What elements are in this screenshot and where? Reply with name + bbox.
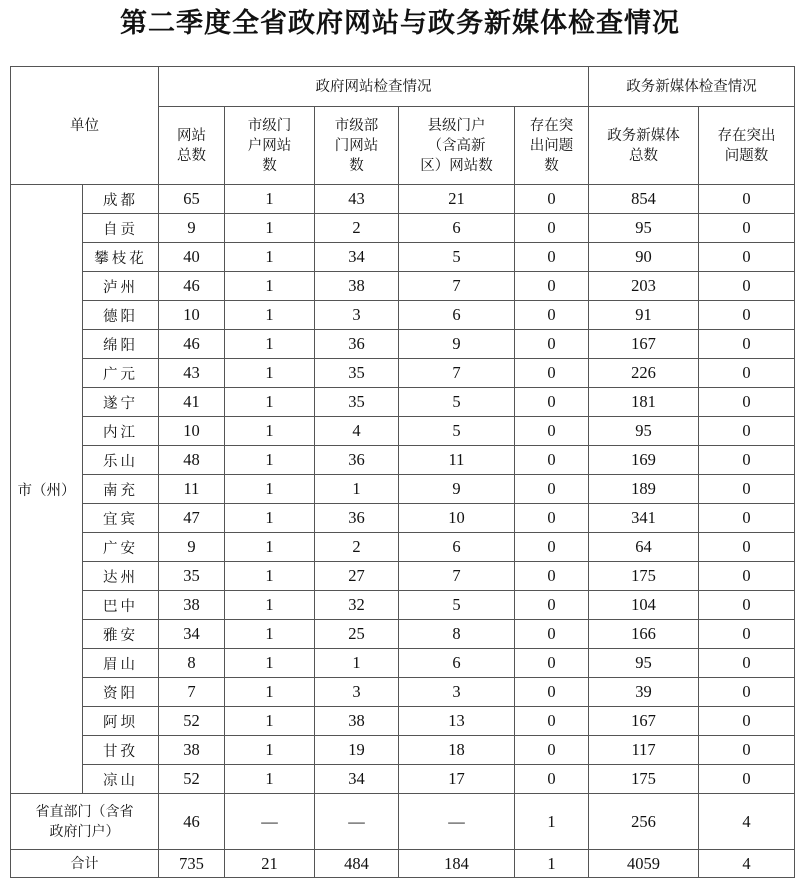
cell-media: 95 bbox=[589, 649, 699, 678]
cell-media-issues: 0 bbox=[699, 214, 795, 243]
city-name: 成都 bbox=[83, 185, 159, 214]
cell-county: 6 bbox=[399, 649, 515, 678]
unit-header: 单位 bbox=[11, 67, 159, 185]
cell-total: 52 bbox=[159, 707, 225, 736]
cell-media: 175 bbox=[589, 562, 699, 591]
cell-web-issues: 0 bbox=[515, 185, 589, 214]
cell-total: 65 bbox=[159, 185, 225, 214]
cell-county: 5 bbox=[399, 591, 515, 620]
city-name: 攀枝花 bbox=[83, 243, 159, 272]
cell-media-issues: 0 bbox=[699, 707, 795, 736]
cell-city-portal: 1 bbox=[225, 185, 315, 214]
table-row bbox=[11, 359, 795, 388]
table-row bbox=[11, 678, 795, 707]
cell-county: 6 bbox=[399, 533, 515, 562]
city-name: 资阳 bbox=[83, 678, 159, 707]
cell-city-dept: 35 bbox=[315, 388, 399, 417]
cell-web-issues: 0 bbox=[515, 330, 589, 359]
col-header-media-issues: 存在突出 问题数 bbox=[699, 107, 795, 185]
cell-media: 189 bbox=[589, 475, 699, 504]
cell-media-issues: 0 bbox=[699, 562, 795, 591]
cell-county: 21 bbox=[399, 185, 515, 214]
web-group-header: 政府网站检查情况 bbox=[159, 67, 589, 107]
cell-city-dept: 43 bbox=[315, 185, 399, 214]
cell-total: 52 bbox=[159, 765, 225, 794]
cell-media-issues: 0 bbox=[699, 765, 795, 794]
cell-city-dept: 34 bbox=[315, 243, 399, 272]
cell-media: 166 bbox=[589, 620, 699, 649]
cell-total: 38 bbox=[159, 736, 225, 765]
cell-media-issues: 4 bbox=[699, 850, 795, 878]
cell-city-portal: 1 bbox=[225, 533, 315, 562]
cell-media: 167 bbox=[589, 330, 699, 359]
cell-media: 4059 bbox=[589, 850, 699, 878]
cell-media-issues: 4 bbox=[699, 794, 795, 850]
cell-city-dept: 35 bbox=[315, 359, 399, 388]
cell-city-portal: — bbox=[225, 794, 315, 850]
col-header-total: 网站 总数 bbox=[159, 107, 225, 185]
table-row bbox=[11, 475, 795, 504]
cell-city-dept: — bbox=[315, 794, 399, 850]
cell-web-issues: 0 bbox=[515, 562, 589, 591]
cell-media-issues: 0 bbox=[699, 620, 795, 649]
cell-county: 5 bbox=[399, 417, 515, 446]
cell-city-dept: 1 bbox=[315, 475, 399, 504]
cell-media: 90 bbox=[589, 243, 699, 272]
cell-media: 226 bbox=[589, 359, 699, 388]
table-row bbox=[11, 707, 795, 736]
cell-media: 104 bbox=[589, 591, 699, 620]
cell-total: 38 bbox=[159, 591, 225, 620]
cell-city-dept: 27 bbox=[315, 562, 399, 591]
cell-city-portal: 1 bbox=[225, 301, 315, 330]
table-row bbox=[11, 591, 795, 620]
cell-city-dept: 34 bbox=[315, 765, 399, 794]
col-header-web-issues: 存在突 出问题 数 bbox=[515, 107, 589, 185]
cell-media: 91 bbox=[589, 301, 699, 330]
cell-media-issues: 0 bbox=[699, 533, 795, 562]
cell-city-dept: 3 bbox=[315, 678, 399, 707]
cell-total: 34 bbox=[159, 620, 225, 649]
total-label: 合计 bbox=[11, 850, 159, 878]
city-name: 眉山 bbox=[83, 649, 159, 678]
cell-city-portal: 1 bbox=[225, 272, 315, 301]
cell-media: 95 bbox=[589, 417, 699, 446]
cell-county: 8 bbox=[399, 620, 515, 649]
table-row bbox=[11, 185, 795, 214]
cell-media-issues: 0 bbox=[699, 475, 795, 504]
col-header-county-portal: 县级门户 （含高新 区）网站数 bbox=[399, 107, 515, 185]
cell-city-dept: 2 bbox=[315, 214, 399, 243]
cell-media: 169 bbox=[589, 446, 699, 475]
cell-county: 6 bbox=[399, 214, 515, 243]
cell-city-dept: 32 bbox=[315, 591, 399, 620]
table-row bbox=[11, 649, 795, 678]
cell-media-issues: 0 bbox=[699, 359, 795, 388]
cell-media: 854 bbox=[589, 185, 699, 214]
cell-county: 184 bbox=[399, 850, 515, 878]
cell-city-portal: 1 bbox=[225, 214, 315, 243]
col-header-media-total: 政务新媒体 总数 bbox=[589, 107, 699, 185]
cell-city-dept: 4 bbox=[315, 417, 399, 446]
table-row bbox=[11, 243, 795, 272]
cell-county: — bbox=[399, 794, 515, 850]
cell-city-portal: 1 bbox=[225, 504, 315, 533]
table-row bbox=[11, 388, 795, 417]
cell-media-issues: 0 bbox=[699, 330, 795, 359]
cell-total: 46 bbox=[159, 272, 225, 301]
cell-total: 43 bbox=[159, 359, 225, 388]
total-row bbox=[11, 850, 795, 878]
cell-total: 35 bbox=[159, 562, 225, 591]
city-name: 乐山 bbox=[83, 446, 159, 475]
cell-city-dept: 36 bbox=[315, 330, 399, 359]
cell-city-dept: 484 bbox=[315, 850, 399, 878]
city-name: 遂宁 bbox=[83, 388, 159, 417]
cell-city-dept: 38 bbox=[315, 707, 399, 736]
page-title: 第二季度全省政府网站与政务新媒体检查情况 bbox=[120, 8, 680, 39]
cell-web-issues: 0 bbox=[515, 417, 589, 446]
media-group-header: 政务新媒体检查情况 bbox=[589, 67, 795, 107]
cell-total: 9 bbox=[159, 533, 225, 562]
cell-total: 10 bbox=[159, 417, 225, 446]
table-row bbox=[11, 533, 795, 562]
cell-total: 9 bbox=[159, 214, 225, 243]
cell-web-issues: 0 bbox=[515, 359, 589, 388]
city-name: 甘孜 bbox=[83, 736, 159, 765]
cell-city-portal: 1 bbox=[225, 475, 315, 504]
cell-media-issues: 0 bbox=[699, 446, 795, 475]
cell-county: 6 bbox=[399, 301, 515, 330]
cell-total: 8 bbox=[159, 649, 225, 678]
cell-total: 10 bbox=[159, 301, 225, 330]
cell-city-dept: 2 bbox=[315, 533, 399, 562]
cell-total: 46 bbox=[159, 330, 225, 359]
city-name: 广安 bbox=[83, 533, 159, 562]
cell-city-portal: 1 bbox=[225, 562, 315, 591]
col-header-city-dept: 市级部 门网站 数 bbox=[315, 107, 399, 185]
cell-web-issues: 0 bbox=[515, 707, 589, 736]
cell-media-issues: 0 bbox=[699, 301, 795, 330]
cell-media-issues: 0 bbox=[699, 736, 795, 765]
city-name: 阿坝 bbox=[83, 707, 159, 736]
city-name: 巴中 bbox=[83, 591, 159, 620]
table-row bbox=[11, 736, 795, 765]
col-header-city-portal: 市级门 户网站 数 bbox=[225, 107, 315, 185]
cell-city-dept: 38 bbox=[315, 272, 399, 301]
city-name: 泸州 bbox=[83, 272, 159, 301]
cell-web-issues: 0 bbox=[515, 475, 589, 504]
cell-county: 13 bbox=[399, 707, 515, 736]
cell-county: 17 bbox=[399, 765, 515, 794]
cell-county: 7 bbox=[399, 562, 515, 591]
city-name: 达州 bbox=[83, 562, 159, 591]
cell-total: 46 bbox=[159, 794, 225, 850]
cell-media-issues: 0 bbox=[699, 185, 795, 214]
cell-county: 3 bbox=[399, 678, 515, 707]
group-label: 市（州） bbox=[11, 185, 83, 794]
cell-city-portal: 1 bbox=[225, 243, 315, 272]
cell-total: 11 bbox=[159, 475, 225, 504]
cell-city-portal: 1 bbox=[225, 620, 315, 649]
cell-web-issues: 0 bbox=[515, 765, 589, 794]
cell-web-issues: 0 bbox=[515, 620, 589, 649]
cell-media-issues: 0 bbox=[699, 504, 795, 533]
table-row bbox=[11, 417, 795, 446]
cell-total: 47 bbox=[159, 504, 225, 533]
cell-county: 18 bbox=[399, 736, 515, 765]
cell-city-dept: 36 bbox=[315, 446, 399, 475]
cell-web-issues: 0 bbox=[515, 736, 589, 765]
cell-total: 735 bbox=[159, 850, 225, 878]
cell-media-issues: 0 bbox=[699, 417, 795, 446]
cell-total: 40 bbox=[159, 243, 225, 272]
cell-media-issues: 0 bbox=[699, 272, 795, 301]
provincial-row bbox=[11, 794, 795, 850]
cell-media: 64 bbox=[589, 533, 699, 562]
cell-county: 10 bbox=[399, 504, 515, 533]
cell-city-portal: 1 bbox=[225, 707, 315, 736]
provincial-name: 省直部门（含省 政府门户） bbox=[11, 794, 159, 850]
cell-county: 5 bbox=[399, 388, 515, 417]
cell-city-portal: 1 bbox=[225, 330, 315, 359]
cell-city-portal: 1 bbox=[225, 649, 315, 678]
cell-media: 167 bbox=[589, 707, 699, 736]
inspection-table bbox=[10, 66, 795, 878]
cell-media: 256 bbox=[589, 794, 699, 850]
cell-total: 7 bbox=[159, 678, 225, 707]
cell-web-issues: 0 bbox=[515, 504, 589, 533]
cell-web-issues: 0 bbox=[515, 446, 589, 475]
cell-county: 9 bbox=[399, 475, 515, 504]
cell-city-portal: 1 bbox=[225, 591, 315, 620]
cell-media-issues: 0 bbox=[699, 591, 795, 620]
cell-media-issues: 0 bbox=[699, 243, 795, 272]
city-name: 德阳 bbox=[83, 301, 159, 330]
table-row bbox=[11, 214, 795, 243]
cell-city-dept: 1 bbox=[315, 649, 399, 678]
cell-web-issues: 0 bbox=[515, 533, 589, 562]
table-row bbox=[11, 504, 795, 533]
cell-city-portal: 1 bbox=[225, 736, 315, 765]
cell-web-issues: 0 bbox=[515, 272, 589, 301]
city-name: 宜宾 bbox=[83, 504, 159, 533]
city-name: 绵阳 bbox=[83, 330, 159, 359]
table-row bbox=[11, 301, 795, 330]
cell-web-issues: 0 bbox=[515, 214, 589, 243]
city-name: 雅安 bbox=[83, 620, 159, 649]
cell-web-issues: 1 bbox=[515, 794, 589, 850]
cell-city-dept: 36 bbox=[315, 504, 399, 533]
cell-city-portal: 1 bbox=[225, 678, 315, 707]
cell-city-portal: 1 bbox=[225, 359, 315, 388]
cell-county: 9 bbox=[399, 330, 515, 359]
cell-city-portal: 1 bbox=[225, 765, 315, 794]
city-name: 南充 bbox=[83, 475, 159, 504]
cell-county: 7 bbox=[399, 359, 515, 388]
table-row bbox=[11, 620, 795, 649]
cell-media: 95 bbox=[589, 214, 699, 243]
city-name: 内江 bbox=[83, 417, 159, 446]
cell-city-dept: 19 bbox=[315, 736, 399, 765]
cell-media-issues: 0 bbox=[699, 388, 795, 417]
city-name: 凉山 bbox=[83, 765, 159, 794]
cell-city-dept: 25 bbox=[315, 620, 399, 649]
table-row bbox=[11, 562, 795, 591]
cell-county: 7 bbox=[399, 272, 515, 301]
table-row bbox=[11, 446, 795, 475]
cell-media: 175 bbox=[589, 765, 699, 794]
cell-city-portal: 1 bbox=[225, 417, 315, 446]
cell-city-portal: 1 bbox=[225, 446, 315, 475]
cell-media: 341 bbox=[589, 504, 699, 533]
cell-city-dept: 3 bbox=[315, 301, 399, 330]
cell-city-portal: 21 bbox=[225, 850, 315, 878]
cell-city-portal: 1 bbox=[225, 388, 315, 417]
cell-county: 11 bbox=[399, 446, 515, 475]
cell-media-issues: 0 bbox=[699, 678, 795, 707]
city-name: 广元 bbox=[83, 359, 159, 388]
cell-web-issues: 0 bbox=[515, 649, 589, 678]
cell-web-issues: 0 bbox=[515, 301, 589, 330]
table-row bbox=[11, 330, 795, 359]
cell-web-issues: 0 bbox=[515, 591, 589, 620]
cell-media: 117 bbox=[589, 736, 699, 765]
cell-media-issues: 0 bbox=[699, 649, 795, 678]
city-name: 自贡 bbox=[83, 214, 159, 243]
cell-media: 181 bbox=[589, 388, 699, 417]
table-row bbox=[11, 272, 795, 301]
cell-media: 39 bbox=[589, 678, 699, 707]
cell-media: 203 bbox=[589, 272, 699, 301]
cell-web-issues: 0 bbox=[515, 678, 589, 707]
cell-county: 5 bbox=[399, 243, 515, 272]
cell-web-issues: 0 bbox=[515, 388, 589, 417]
cell-web-issues: 1 bbox=[515, 850, 589, 878]
cell-web-issues: 0 bbox=[515, 243, 589, 272]
table-row bbox=[11, 765, 795, 794]
cell-total: 48 bbox=[159, 446, 225, 475]
cell-total: 41 bbox=[159, 388, 225, 417]
